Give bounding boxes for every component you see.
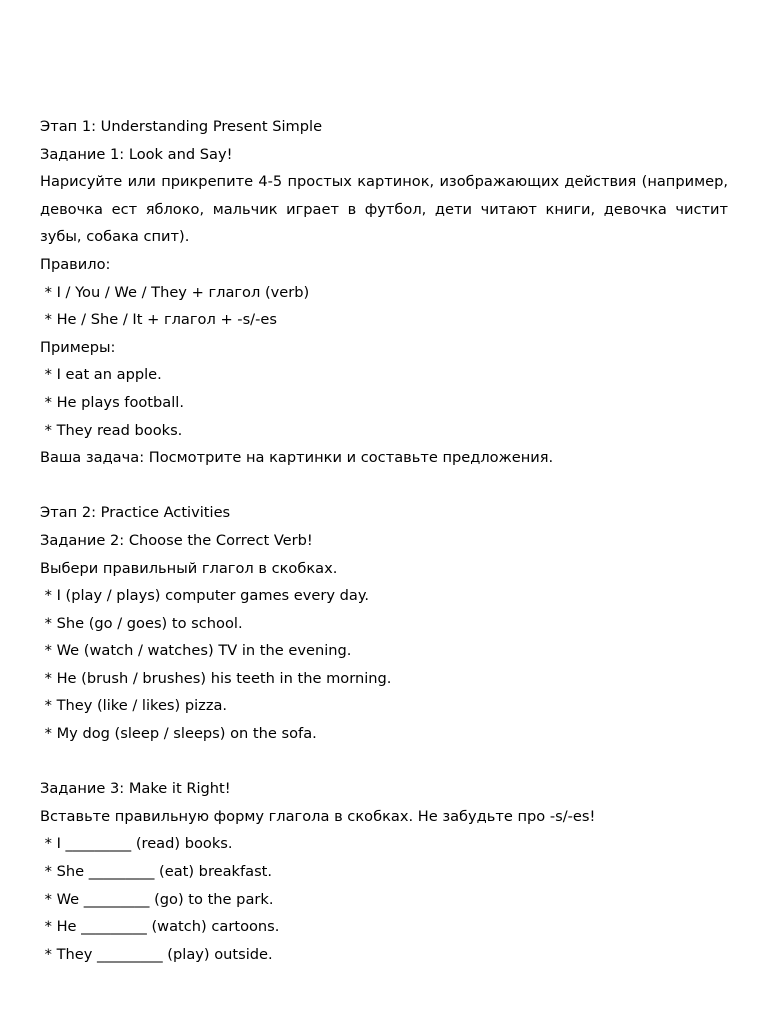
- example-item: * He plays football.: [40, 393, 184, 411]
- rule-label: Правило:: [40, 255, 111, 273]
- stage2-title: Этап 2: Practice Activities: [40, 504, 231, 522]
- task1-title: Задание 1: Look and Say!: [40, 145, 233, 163]
- task2-item: * My dog (sleep / sleeps) on the sofa.: [40, 725, 317, 743]
- stage1-title: Этап 1: Understanding Present Simple: [40, 118, 323, 135]
- task1-instruction: Нарисуйте или прикрепите 4-5 простых картинок, изображающих действия (например, девочка ест яблоко, мальчик играет в футбол, дети читают книги, девочка чистит зубы, собака спит).: [40, 173, 728, 246]
- document-page: [40, 113, 728, 968]
- task2-item: * I (play / plays) computer games every day.: [40, 587, 370, 605]
- task3-title: Задание 3: Make it Right!: [40, 780, 231, 798]
- task3-item: * They _________ (play) outside.: [40, 945, 273, 963]
- task2-item: * He (brush / brushes) his teeth in the morning.: [40, 669, 392, 687]
- task1-your-task: Ваша задача: Посмотрите на картинки и составьте предложения.: [40, 449, 554, 467]
- task3-item: * I _________ (read) books.: [40, 835, 233, 853]
- rule-item: * I / You / We / They + глагол (verb): [40, 283, 310, 301]
- task2-item: * She (go / goes) to school.: [40, 614, 243, 632]
- spacer: [40, 472, 728, 500]
- task3-instruction: Вставьте правильную форму глагола в скобках. Не забудьте про -s/-es!: [40, 807, 596, 825]
- examples-label: Примеры:: [40, 338, 116, 356]
- example-item: * I eat an apple.: [40, 366, 162, 384]
- task3-item: * He _________ (watch) cartoons.: [40, 918, 280, 936]
- task3-item: * She _________ (eat) breakfast.: [40, 863, 273, 881]
- spacer: [40, 748, 728, 776]
- rule-item: * He / She / It + глагол + -s/-es: [40, 311, 277, 329]
- task2-title: Задание 2: Choose the Correct Verb!: [40, 531, 313, 549]
- task2-item: * We (watch / watches) TV in the evening.: [40, 642, 352, 660]
- task2-item: * They (like / likes) pizza.: [40, 697, 228, 715]
- task2-instruction: Выбери правильный глагол в скобках.: [40, 559, 338, 577]
- example-item: * They read books.: [40, 421, 183, 439]
- task3-item: * We _________ (go) to the park.: [40, 890, 274, 908]
